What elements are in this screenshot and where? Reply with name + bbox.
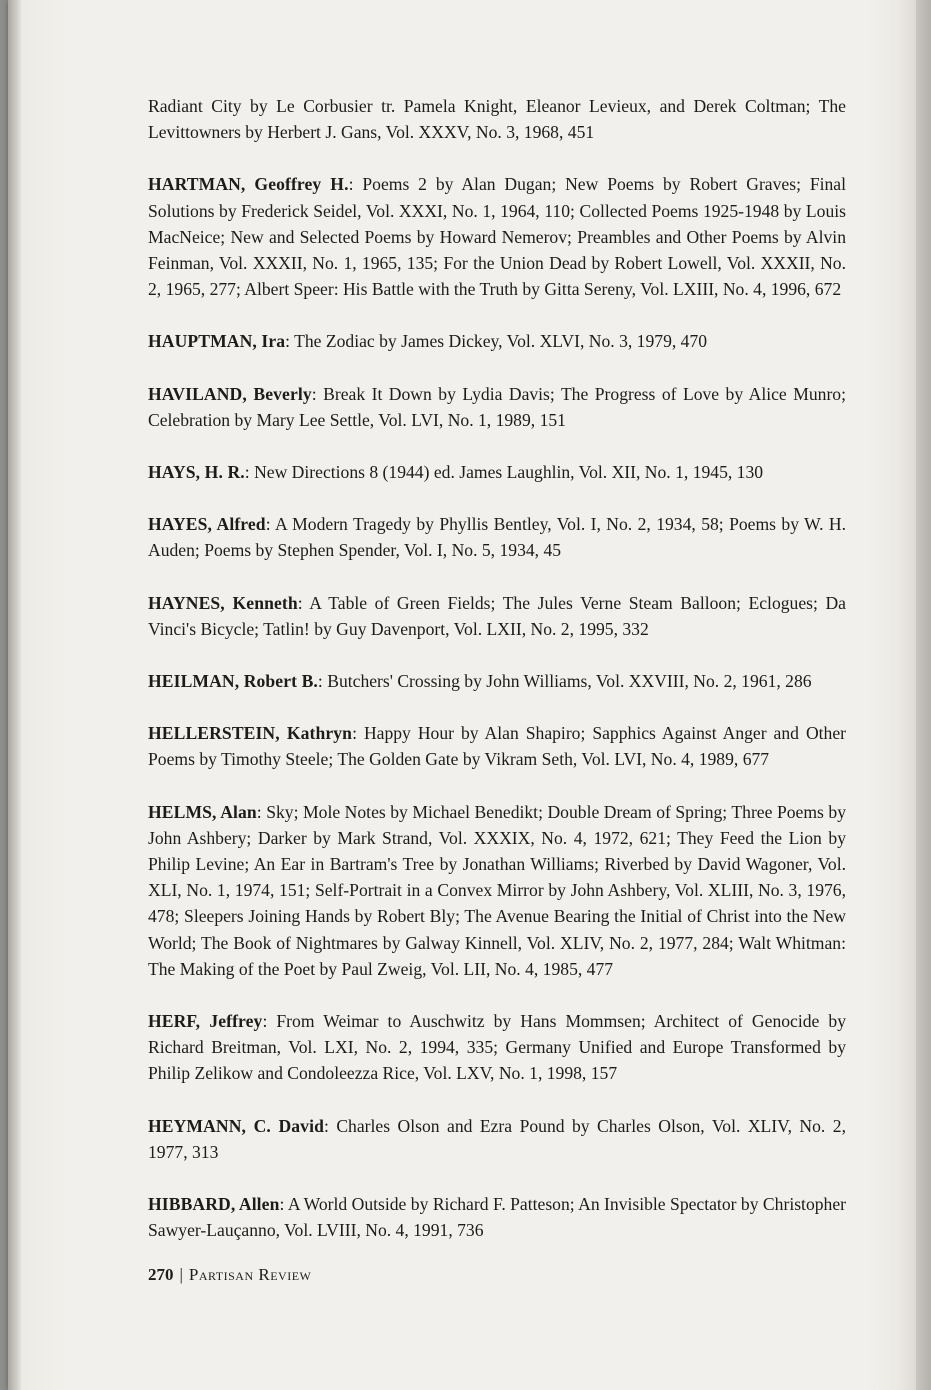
entry-citations: From Weimar to Auschwitz by Hans Mommsen; Architect of Genocide by Richard Breitman, Vol. LXI, No. 2, 1994, 335; Germany Unified and Europe Transformed by Philip Zelikow and Condoleezza Rice, Vol. LXV, No. 1, 1998, 157 <box>148 1011 846 1084</box>
author-name <box>148 514 266 534</box>
author-name <box>148 462 245 482</box>
index-entry: HELMS, Alan: Sky; Mole Notes by Michael Benedikt; Double Dream of Spring; Three Poems by John Ashbery; Darker by Mark Strand, Vol. XXXIX, No. 4, 1972, 621; They Feed the Lion by Philip Levine; An Ear in Bartram's Tree by Jonathan Williams; Riverbed by David Wagoner, Vol. XLI, No. 1, 1974, 151; Self-Portrait in a Convex Mirror by John Ashbery, Vol. XLIII, No. 3, 1976, 478; Sleepers Joining Hands by Robert Bly; The Avenue Bearing the Initial of Christ into the New World; The Book of Nightmares by Galway Kinnell, Vol. XLIV, No. 2, 1977, 284; Walt Whitman: The Making of the Poet by Paul Zweig, Vol. LII, No. 4, 1985, 477 <box>148 801 846 979</box>
entry-citations: A Modern Tragedy by Phyllis Bentley, Vol. I, No. 2, 1934, 58; Poems by W. H. Auden; Poems by Stephen Spender, Vol. I, No. 5, 1934, 45 <box>148 514 846 561</box>
index-listing <box>148 93 846 1270</box>
author-surname: HAYES, <box>148 514 212 535</box>
author-given-name: Ira <box>261 331 286 352</box>
author-surname: HEILMAN, <box>148 671 240 692</box>
footer-separator: | <box>179 1265 183 1284</box>
author-surname: HIBBARD, <box>148 1194 236 1215</box>
author-name <box>148 593 298 613</box>
author-name <box>148 1194 279 1214</box>
entry-citations: Happy Hour by Alan Shapiro; Sapphics Against Anger and Other Poems by Timothy Steele; The Golden Gate by Vikram Seth, Vol. LVI, No. 4, 1989, 677 <box>148 723 847 770</box>
page-footer <box>148 1265 311 1285</box>
index-entry: HEILMAN, Robert B.: Butchers' Crossing by John Williams, Vol. XXVIII, No. 2, 1961, 286 <box>148 671 812 692</box>
entry-citations: A Table of Green Fields; The Jules Verne Steam Balloon; Eclogues; Da Vinci's Bicycle; Tatlin! by Guy Davenport, Vol. LXII, No. 2, 1995, 332 <box>148 592 846 639</box>
author-surname: HEYMANN, <box>148 1115 247 1136</box>
author-surname: HAYNES, <box>148 592 225 613</box>
index-entry: HAYS, H. R.: New Directions 8 (1944) ed. James Laughlin, Vol. XII, No. 1, 1945, 130 <box>148 462 764 483</box>
entry-citations: The Zodiac by James Dickey, Vol. XLVI, No. 3, 1979, 470 <box>294 331 708 352</box>
author-surname: HAUPTMAN, <box>148 331 257 352</box>
entry-citations: Break It Down by Lydia Davis; The Progress of Love by Alice Munro; Celebration by Mary Lee Settle, Vol. LVI, No. 1, 1989, 151 <box>148 383 846 430</box>
author-given-name: C. David <box>253 1115 324 1136</box>
author-surname: HELLERSTEIN, <box>148 723 280 744</box>
index-entry: HERF, Jeffrey: From Weimar to Auschwitz by Hans Mommsen; Architect of Genocide by Richard Breitman, Vol. LXI, No. 2, 1994, 335; Germany Unified and Europe Transformed by Philip Zelikow and Condoleezza Rice, Vol. LXV, No. 1, 1998, 157 <box>148 1011 846 1084</box>
page-edge <box>916 0 931 1390</box>
author-surname: HERF, <box>148 1011 201 1032</box>
author-name <box>148 671 318 691</box>
author-given-name: Geoffrey H. <box>254 174 349 195</box>
index-entry: HAUPTMAN, Ira: The Zodiac by James Dickey, Vol. XLVI, No. 3, 1979, 470 <box>148 331 708 352</box>
author-name <box>148 1011 262 1031</box>
index-entry: HAYES, Alfred: A Modern Tragedy by Phyllis Bentley, Vol. I, No. 2, 1934, 58; Poems by W. H. Auden; Poems by Stephen Spender, Vol. I, No. 5, 1934, 45 <box>148 514 846 561</box>
journal-title: Partisan Review <box>188 1265 312 1284</box>
author-surname: HELMS, <box>148 801 217 822</box>
index-entry: HELLERSTEIN, Kathryn: Happy Hour by Alan Shapiro; Sapphics Against Anger and Other Poems by Timothy Steele; The Golden Gate by Vikram Seth, Vol. LVI, No. 4, 1989, 677 <box>148 723 847 770</box>
author-given-name: Alan <box>220 801 257 822</box>
author-given-name: Beverly <box>253 383 312 404</box>
author-given-name: Allen <box>238 1194 280 1215</box>
author-name <box>148 1116 324 1136</box>
author-given-name: Robert B. <box>243 671 318 692</box>
author-surname: HAVILAND, <box>148 383 247 404</box>
entry-citations: Poems 2 by Alan Dugan; New Poems by Robert Graves; Final Solutions by Frederick Seidel, Vol. XXXI, No. 1, 1964, 110; Collected Poems 1925-1948 by Louis MacNeice; New and Selected Poems by Howard Nemerov; Preambles and Other Poems by Alvin Feinman, Vol. XXXII, No. 1, 1965, 135; For the Union Dead by Robert Lowell, Vol. XXXII, No. 2, 1965, 277; Albert Speer: His Battle with the Truth by Gitta Sereny, Vol. LXIII, No. 4, 1996, 672 <box>148 174 847 300</box>
author-name <box>148 723 352 743</box>
entry-citations: Sky; Mole Notes by Michael Benedikt; Double Dream of Spring; Three Poems by John Ashbery; Darker by Mark Strand, Vol. XXXIX, No. 4, 1972, 621; They Feed the Lion by Philip Levine; An Ear in Bartram's Tree by Jonathan Williams; Riverbed by David Wagoner, Vol. XLI, No. 1, 1974, 151; Self-Portrait in a Convex Mirror by John Ashbery, Vol. XLIII, No. 3, 1976, 478; Sleepers Joining Hands by Robert Bly; The Avenue Bearing the Initial of Christ into the New World; The Book of Nightmares by Galway Kinnell, Vol. XLIV, No. 2, 1977, 284; Walt Whitman: The Making of the Poet by Paul Zweig, Vol. LII, No. 4, 1985, 477 <box>148 801 846 979</box>
author-surname: HAYS, <box>148 462 201 483</box>
author-given-name: Kenneth <box>232 592 298 613</box>
author-name <box>148 331 285 351</box>
index-entry: HAVILAND, Beverly: Break It Down by Lydia Davis; The Progress of Love by Alice Munro; Celebration by Mary Lee Settle, Vol. LVI, No. 1, 1989, 151 <box>148 383 846 430</box>
author-given-name: Kathryn <box>286 723 353 744</box>
page-number: 270 <box>148 1265 174 1284</box>
author-given-name: H. R. <box>204 462 245 483</box>
entry-citations: Butchers' Crossing by John Williams, Vol. XXVIII, No. 2, 1961, 286 <box>327 671 812 692</box>
entry-citations: A World Outside by Richard F. Patteson; An Invisible Spectator by Christopher Sawyer-Lauçanno, Vol. LVIII, No. 4, 1991, 736 <box>148 1194 847 1241</box>
author-given-name: Alfred <box>216 514 266 535</box>
author-surname: HARTMAN, <box>148 174 246 195</box>
index-entry: HAYNES, Kenneth: A Table of Green Fields; The Jules Verne Steam Balloon; Eclogues; Da Vinci's Bicycle; Tatlin! by Guy Davenport, Vol. LXII, No. 2, 1995, 332 <box>148 592 846 639</box>
entry-citations: Radiant City by Le Corbusier tr. Pamela Knight, Eleanor Levieux, and Derek Coltman; The Levittowners by Herbert J. Gans, Vol. XXXV, No. 3, 1968, 451 <box>148 96 846 143</box>
index-entry <box>148 93 846 145</box>
author-given-name: Jeffrey <box>209 1011 263 1032</box>
entry-citations: Charles Olson and Ezra Pound by Charles Olson, Vol. XLIV, No. 2, 1977, 313 <box>148 1115 846 1162</box>
page-gutter <box>8 0 22 1390</box>
author-name <box>148 174 349 194</box>
index-entry: HIBBARD, Allen: A World Outside by Richard F. Patteson; An Invisible Spectator by Christopher Sawyer-Lauçanno, Vol. LVIII, No. 4, 1991, 736 <box>148 1194 847 1241</box>
author-name <box>148 384 312 404</box>
author-name <box>148 802 257 822</box>
index-entry: HEYMANN, C. David: Charles Olson and Ezra Pound by Charles Olson, Vol. XLIV, No. 2, 1977, 313 <box>148 1115 846 1162</box>
index-entry: HARTMAN, Geoffrey H.: Poems 2 by Alan Dugan; New Poems by Robert Graves; Final Solutions by Frederick Seidel, Vol. XXXI, No. 1, 1964, 110; Collected Poems 1925-1948 by Louis MacNeice; New and Selected Poems by Howard Nemerov; Preambles and Other Poems by Alvin Feinman, Vol. XXXII, No. 1, 1965, 135; For the Union Dead by Robert Lowell, Vol. XXXII, No. 2, 1965, 277; Albert Speer: His Battle with the Truth by Gitta Sereny, Vol. LXIII, No. 4, 1996, 672 <box>148 174 847 300</box>
entry-citations: New Directions 8 (1944) ed. James Laughlin, Vol. XII, No. 1, 1945, 130 <box>254 462 764 483</box>
